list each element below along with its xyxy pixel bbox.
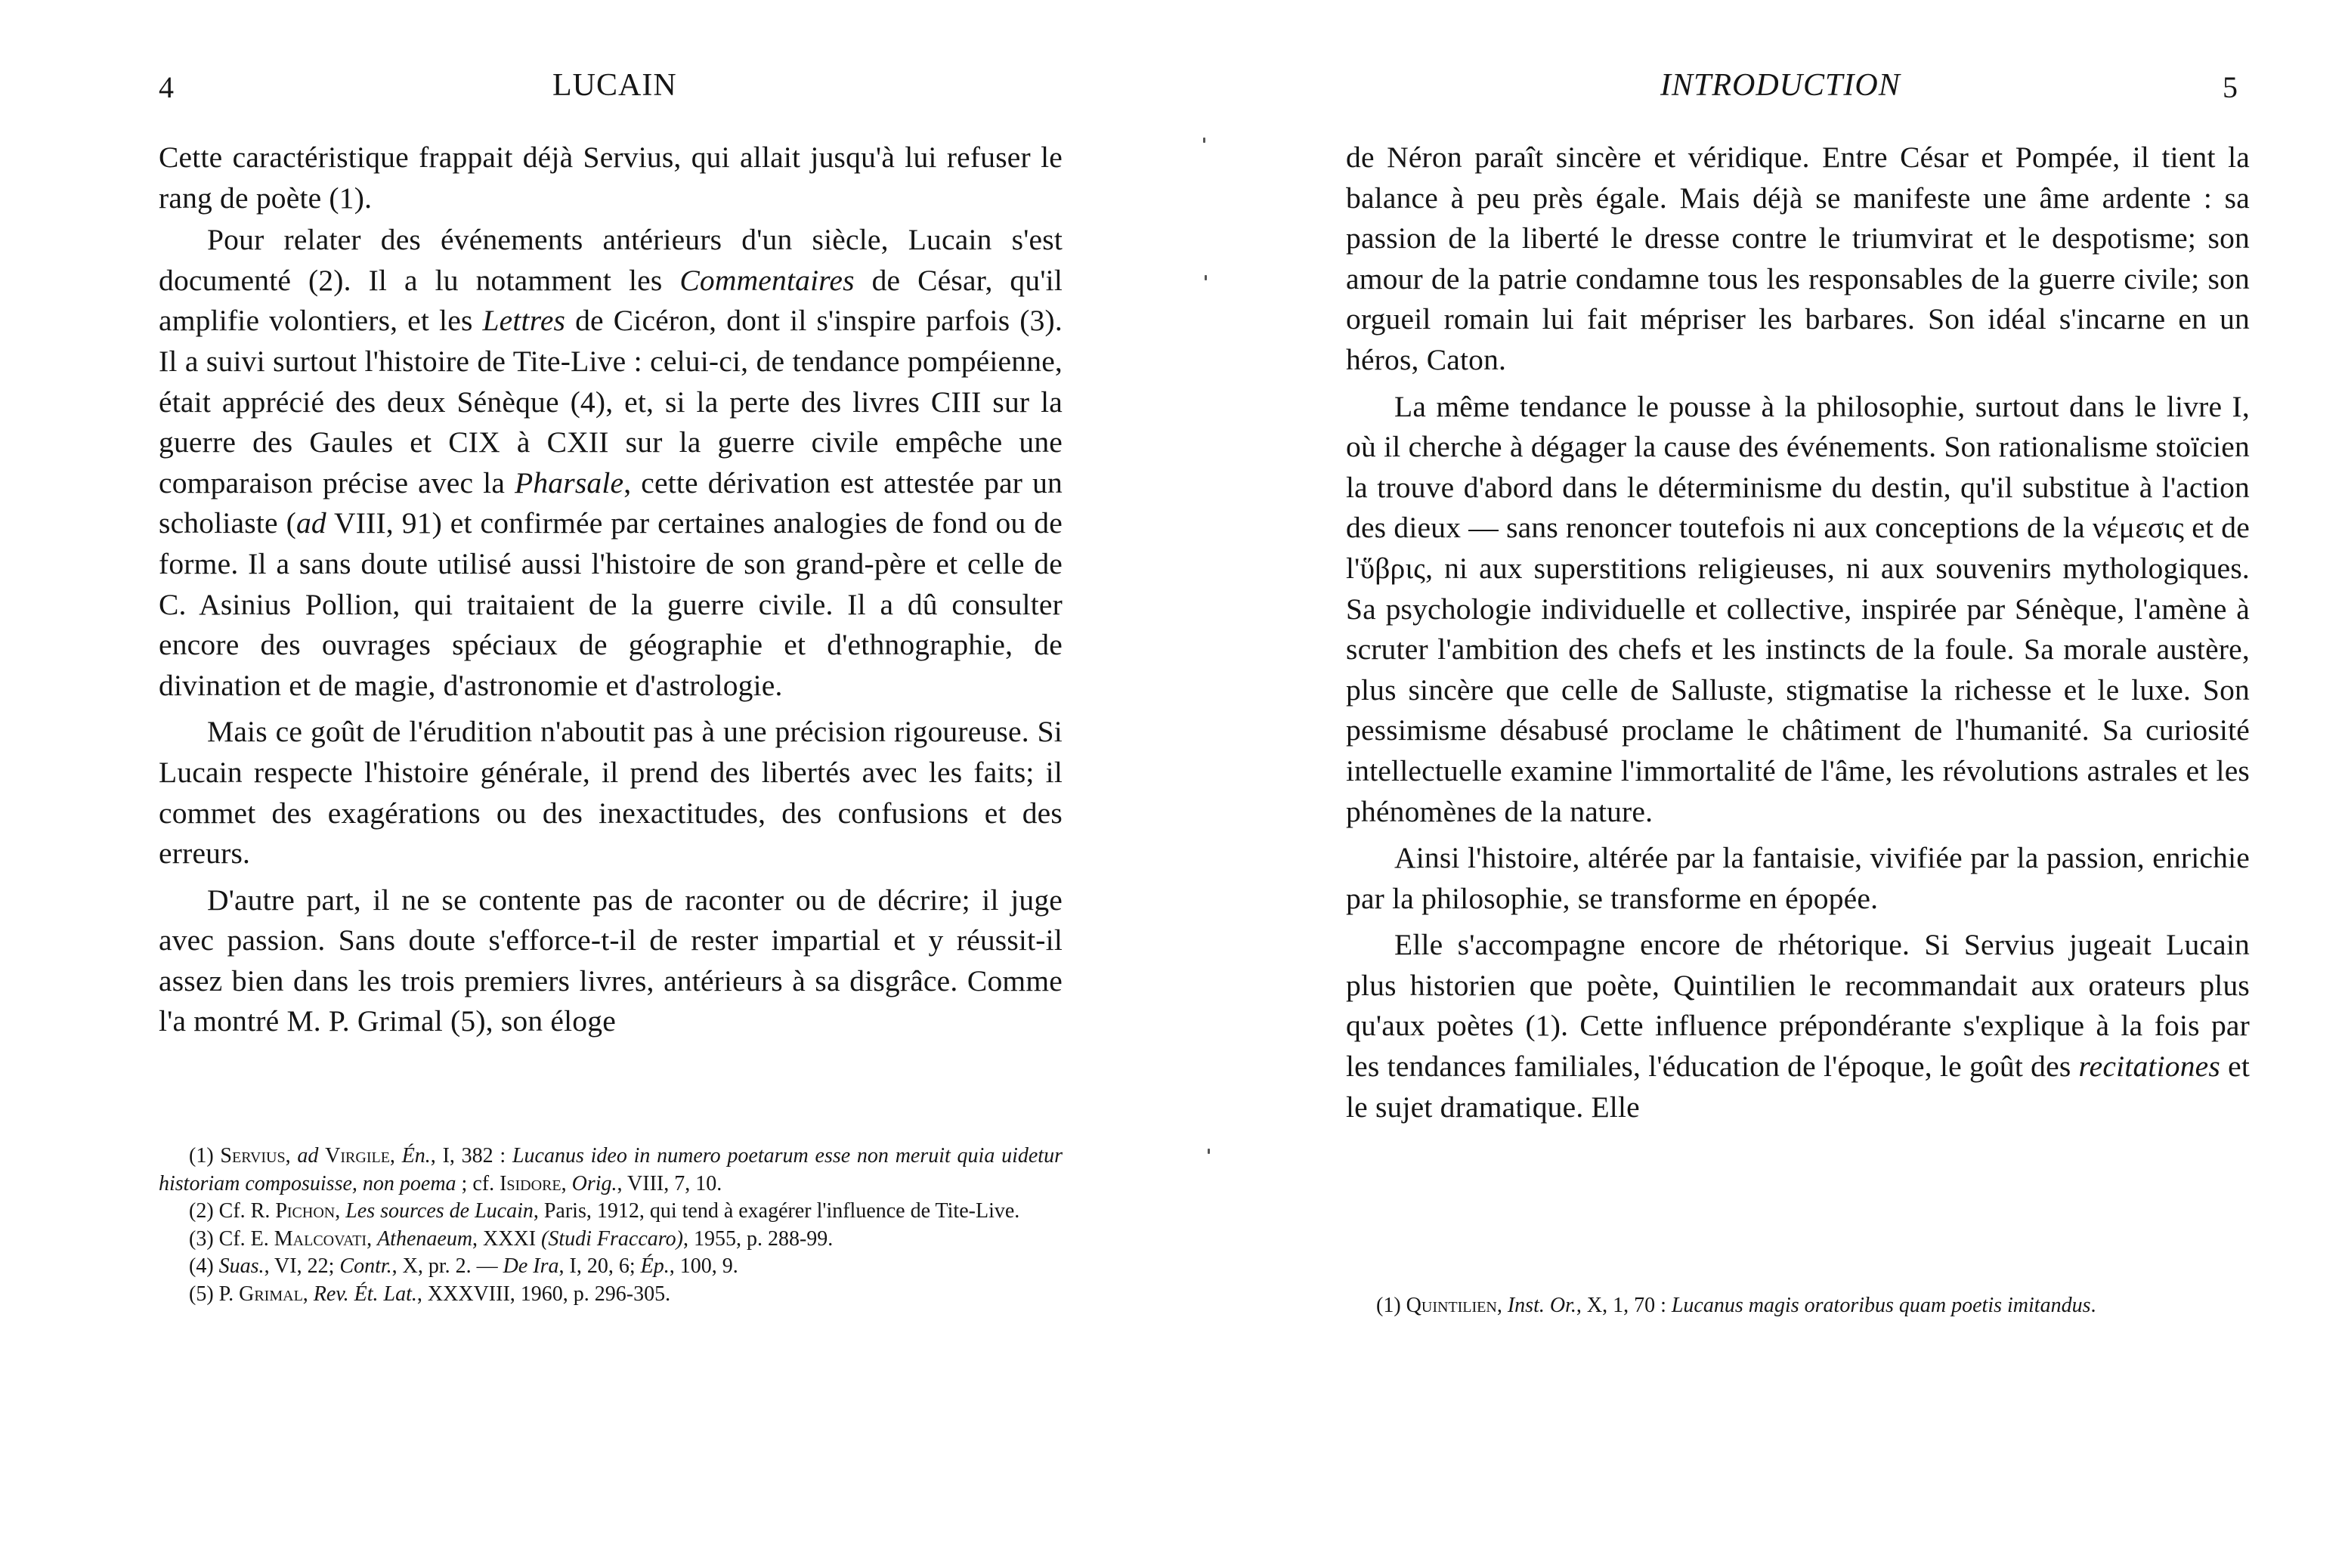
- body-text: [159, 138, 1063, 1042]
- paragraph: Pour relater des événements antérieurs d'un siècle, Lucain s'est documenté (2). Il a lu notamment les Commentaires de César, qu'il amplifie volontiers, et les Lettres de Cicéron, dont il s'inspire parfois (3). Il a suivi surtout l'histoire de Tite-Live : celui-ci, de tendance pompéienne, était apprécié des deux Sénèque (4), et, si la perte des livres CIII sur la guerre des Gaules et CIX à CXII sur la guerre civile empêche une comparaison précise avec la Pharsale, cette dérivation est attestée par un scholiaste (ad VIII, 91) et confirmée par certaines analogies de fond ou de forme. Il a sans doute utilisé aussi l'histoire de son grand-père et celle de C. Asinius Pollion, qui traitaient de la guerre civile. Il a dû consulter encore des ouvrages spéciaux de géographie et d'ethnographie, de divination et de magie, d'astronomie et d'astrologie.: [159, 223, 1063, 702]
- paragraph: Cette caractéristique frappait déjà Servius, qui allait jusqu'à lui refuser le rang de poète (1).: [159, 141, 1063, 215]
- footnote: (3) Cf. E. Malcovati, Athenaeum, XXXI (Studi Fraccaro), 1955, p. 288-99.: [189, 1226, 834, 1251]
- footnotes: [159, 1143, 1063, 1308]
- paragraph: de Néron paraît sincère et véridique. Entre César et Pompée, il tient la balance à peu près égale. Mais déjà se manifeste une âme ardente : sa passion de la liberté le dresse contre le triumvirat et le despotisme; son amour de la patrie condamne tous les responsables de la guerre civile; son orgueil romain lui fait mépriser les barbares. Son idéal s'incarne en un héros, Caton.: [1346, 141, 2250, 376]
- right-page: [1174, 0, 2348, 1568]
- footnote: (5) P. Grimal, Rev. Ét. Lat., XXXVIII, 1960, p. 296-305.: [189, 1282, 671, 1306]
- page-number: 4: [159, 70, 174, 104]
- paragraph: Elle s'accompagne encore de rhétorique. Si Servius jugeait Lucain plus historien que poète, Quintilien le recommandait aux orateurs plus qu'aux poètes (1). Cette influence prépondérante s'explique à la fois par les tendances familiales, l'éducation de l'époque, le goût des recitationes et le sujet dramatique. Elle: [1346, 928, 2251, 1124]
- footnote: (2) Cf. R. Pichon, Les sources de Lucain, Paris, 1912, qui tend à exagérer l'influence de Tite-Live.: [189, 1199, 1020, 1223]
- footnote: (4) Suas., VI, 22; Contr., X, pr. 2. — De Ira, I, 20, 6; Ép., 100, 9.: [189, 1254, 738, 1278]
- page-number: 5: [2223, 70, 2238, 104]
- footnote: (1) Quintilien, Inst. Or., X, 1, 70 : Lucanus magis oratoribus quam poetis imitandus.: [1376, 1294, 2096, 1317]
- body-text: [1346, 138, 2250, 1127]
- footnotes: [1346, 1292, 2250, 1320]
- footnote: (1) Servius, ad Virgile, Én., I, 382 : Lucanus ideo in numero poetarum esse non meruit quia uidetur historiam composuisse, non poema ; cf. Isidore, Orig., VIII, 7, 10.: [159, 1144, 1063, 1195]
- paragraph: Ainsi l'histoire, altérée par la fantaisie, vivifiée par la passion, enrichie par la philosophie, se transforme en épopée.: [1346, 841, 2250, 915]
- running-head: LUCAIN: [552, 68, 677, 103]
- running-head: INTRODUCTION: [1660, 68, 1901, 103]
- paragraph: D'autre part, il ne se contente pas de raconter ou de décrire; il juge avec passion. Sans doute s'efforce-t-il de rester impartial et y réussit-il assez bien dans les trois premiers livres, antérieurs à sa disgrâce. Comme l'a montré M. P. Grimal (5), son éloge: [159, 883, 1063, 1038]
- paragraph: Mais ce goût de l'érudition n'aboutit pas à une précision rigoureuse. Si Lucain respecte l'histoire générale, il prend des libertés avec les faits; il commet des exagérations ou des inexactitudes, des confusions et des erreurs.: [159, 715, 1063, 871]
- paragraph: La même tendance le pousse à la philosophie, surtout dans le livre I, où il cherche à dégager la cause des événements. Son rationalisme stoïcien la trouve d'abord dans le déterminisme du destin, qu'il substitue à l'action des dieux — sans renoncer toutefois ni aux conceptions de la νέμεσις et de l'ὕβρις, ni aux superstitions religieuses, ni aux souvenirs mythologiques. Sa psychologie individuelle et collective, inspirée par Sénèque, l'amène à scruter l'ambition des chefs et les instincts de la foule. Sa morale austère, plus sincère que celle de Salluste, stigmatise la richesse et le luxe. Son pessimisme désabusé proclame le châtiment de l'humanité. Sa curiosité intellectuelle examine l'immortalité de l'âme, les révolutions astrales et les phénomènes de la nature.: [1346, 389, 2250, 828]
